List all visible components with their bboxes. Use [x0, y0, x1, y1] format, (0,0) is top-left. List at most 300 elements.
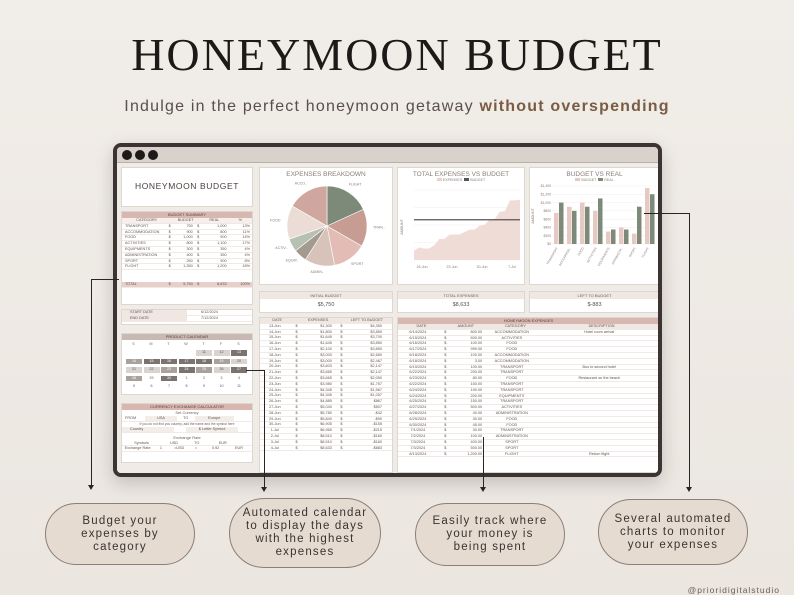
summary-col-header: BUDGET [177, 218, 194, 222]
tracker-cell[interactable]: $ [444, 335, 447, 340]
summary-total-cell: 8,633 [217, 282, 227, 287]
tracker-cell[interactable] [542, 353, 659, 358]
summary-cell: $ [197, 235, 200, 240]
daily-cell: 1-Jul [270, 428, 279, 433]
tracker-cell[interactable]: EQUIPMENTS [499, 393, 525, 398]
calendar-day[interactable]: 27 [231, 367, 247, 373]
tracker-cell[interactable]: 6/24/2024 [409, 393, 427, 398]
summary-cell: 1,100 [217, 241, 227, 246]
tracker-cell[interactable]: 100.00 [470, 352, 483, 357]
calendar-day[interactable]: 8 [179, 384, 195, 390]
bar-xtick: EQUIPMENTS [596, 246, 611, 267]
tracker-cell[interactable]: 6/16/2024 [409, 341, 427, 346]
daily-cell: $6,905 [320, 422, 332, 427]
tracker-cell[interactable]: 200.00 [470, 370, 483, 375]
daily-cell: $ [340, 375, 343, 380]
tracker-cell[interactable]: 100.00 [470, 434, 483, 439]
daily-cell: 14-Jun [269, 329, 281, 334]
tracker-cell[interactable]: $ [444, 329, 447, 334]
tracker-cell[interactable]: 6/22/2024 [409, 370, 427, 375]
tracker-cell[interactable]: $ [444, 370, 447, 375]
daily-cell: $ [295, 410, 298, 415]
tracker-cell[interactable]: 30.00 [472, 416, 483, 421]
tracker-cell[interactable] [542, 434, 659, 439]
legend-budget-bar: BUDGET [581, 178, 597, 182]
daily-cell: $ [340, 329, 343, 334]
from-select[interactable]: USA [145, 416, 176, 421]
calendar-day[interactable]: 18 [196, 359, 212, 365]
daily-cell: $ [295, 439, 298, 444]
tracker-cell[interactable]: 6/17/2024 [409, 347, 427, 352]
tracker-cell[interactable]: $ [444, 341, 447, 346]
tracker-col-header: DESCRIPTION [588, 324, 615, 328]
daily-cell: 26-Jun [269, 399, 281, 404]
tracker-cell[interactable]: FLIGHT [505, 451, 519, 456]
tracker-col-header: DATE [416, 324, 427, 328]
legend-swatch-expenses [437, 178, 442, 181]
daily-cell: $1,057 [370, 393, 383, 398]
summary-cell: 350 [220, 252, 227, 257]
summary-cell: $ [197, 229, 200, 234]
tracker-cell[interactable]: $ [444, 364, 447, 369]
expense-tracker-table [397, 317, 660, 473]
pie-label: SPORT [350, 262, 364, 267]
tracker-cell[interactable]: 999.00 [470, 347, 483, 352]
window-maximize-dot[interactable] [148, 150, 158, 160]
tracker-cell[interactable]: ACCOMMODATION [494, 358, 529, 363]
daily-cell: $ [295, 387, 298, 392]
daily-cell: $4,350 [370, 323, 383, 328]
tracker-cell[interactable]: $ [444, 387, 447, 392]
end-date-value[interactable]: 7/12/2024 [201, 315, 218, 320]
daily-cell: -$90 [374, 416, 383, 421]
tracker-cell[interactable]: 6/24/2024 [409, 387, 427, 392]
tracker-cell[interactable]: 7/2/2024 [410, 434, 426, 439]
tracker-cell[interactable] [542, 382, 659, 387]
calendar-day[interactable]: 16 [161, 359, 177, 365]
budget-vs-real-chart [529, 167, 660, 285]
daily-cell: $ [340, 404, 343, 409]
summary-cell: EQUIPMENTS [125, 246, 151, 251]
summary-cell: $ [197, 241, 200, 246]
daily-cell: 4-Jul [270, 445, 279, 450]
calendar-day[interactable]: 11 [196, 350, 212, 356]
daily-cell: -$215 [372, 428, 383, 433]
daily-cell: $ [340, 341, 343, 346]
subtitle-text: Indulge in the perfect honeymoon getaway [124, 98, 480, 115]
bar-budget [580, 203, 585, 244]
tracker-cell[interactable]: TRANSPORT [500, 364, 524, 369]
daily-cell: 3-Jul [270, 439, 279, 444]
daily-cell: $ [295, 445, 298, 450]
tracker-row [398, 452, 659, 458]
weekday-label: M [149, 342, 153, 346]
tracker-cell[interactable]: ACTIVITIES [501, 335, 523, 340]
to-select[interactable]: Europe [195, 416, 234, 421]
tracker-cell[interactable]: 6/22/2024 [409, 381, 427, 386]
tracker-cell[interactable]: TRANSPORT [500, 387, 524, 392]
tracker-cell[interactable]: ADMINISTRATION [495, 410, 528, 415]
tracker-cell[interactable] [542, 370, 659, 375]
tracker-cell[interactable]: 6/30/2024 [409, 422, 427, 427]
summary-cell: $ [168, 223, 171, 228]
symbol-input[interactable]: $ Letter Symbol [186, 427, 238, 432]
tracker-cell[interactable]: $ [444, 376, 447, 381]
bar-xtick: ACTIVITIES [585, 246, 598, 264]
daily-cell: $1,645 [320, 335, 332, 340]
daily-cell: $2,147 [370, 364, 383, 369]
left-to-budget-card [529, 291, 660, 313]
tracker-cell[interactable]: 45.00 [472, 422, 483, 427]
tracker-cell[interactable]: $ [444, 422, 447, 427]
pointer-line-1h [91, 279, 119, 280]
calendar-day[interactable]: 26 [214, 367, 230, 373]
tracker-cell[interactable]: 500.00 [470, 445, 483, 450]
tracker-cell[interactable] [542, 428, 659, 433]
tracker-cell[interactable]: 600.00 [470, 335, 483, 340]
daily-cell: $ [340, 323, 343, 328]
tracker-cell[interactable]: 6/19/2024 [409, 364, 427, 369]
tracker-cell[interactable]: 6/14/2024 [409, 329, 427, 334]
currency-header: CURRENCY EXCHANGE CALCULATOR [122, 404, 252, 410]
summary-cell: TRANSPORT [125, 223, 149, 228]
tracker-cell[interactable]: ACTIVITIES [501, 405, 523, 410]
tracker-cell[interactable]: $ [444, 434, 447, 439]
initial-budget-value: $5,750 [317, 302, 335, 308]
summary-cell: $ [168, 252, 171, 257]
calendar-day[interactable]: 25 [196, 367, 212, 373]
tracker-cell[interactable] [542, 388, 659, 393]
calendar-day[interactable]: 2 [196, 376, 212, 382]
pointer-line-1 [91, 279, 92, 486]
window-close-dot[interactable] [122, 150, 132, 160]
start-date-value[interactable]: 6/12/2024 [201, 310, 218, 314]
tracker-cell[interactable] [542, 336, 659, 341]
tracker-cell[interactable]: 30.00 [472, 428, 483, 433]
total-expenses-card [397, 291, 525, 313]
tracker-cell[interactable]: 500.00 [470, 405, 483, 410]
daily-cell: 13-Jun [269, 323, 281, 328]
tracker-cell[interactable]: FOOD [506, 376, 518, 381]
pie-label: ADMIN.. [310, 270, 324, 275]
tracker-cell[interactable]: 150.00 [470, 399, 483, 404]
daily-cell: $2,050 [370, 375, 383, 380]
tracker-cell[interactable]: 6/15/2024 [409, 335, 427, 340]
daily-cell: $2,100 [320, 346, 332, 351]
tracker-cell[interactable]: FOOD [506, 341, 518, 346]
tracker-cell[interactable]: TRANSPORT [500, 428, 524, 433]
feature-bubble-calendar: Automated calendar to display the days with the highest expenses [229, 498, 381, 568]
total-expenses-value: $8,633 [452, 302, 470, 308]
tracker-cell[interactable] [542, 423, 659, 428]
tracker-cell[interactable]: $ [444, 445, 447, 450]
daily-row [260, 446, 392, 452]
daily-cell: -$155 [372, 422, 383, 427]
pointer-line-2h [246, 370, 265, 371]
daily-cell: $ [295, 341, 298, 346]
pointer-line-4h [644, 213, 689, 214]
exchange-cell[interactable]: 1 [159, 446, 163, 451]
daily-cell: $ [340, 439, 343, 444]
tracker-cell[interactable]: 1,200.00 [467, 451, 483, 456]
tracker-cell[interactable]: 7/3/2024 [410, 445, 426, 450]
summary-cell: 4% [244, 246, 250, 251]
daily-cell: $507 [373, 404, 383, 409]
tracker-cell[interactable]: SPORT [505, 439, 519, 444]
currency-custom-row [122, 427, 252, 433]
feature-bubble-budget: Budget your expenses by category [45, 503, 195, 565]
tracker-cell[interactable] [542, 446, 659, 451]
bar-budget [645, 188, 650, 244]
summary-total-cell: 5,750 [183, 282, 193, 287]
pie-label: FOOD [270, 218, 281, 223]
calendar-day[interactable] [179, 350, 195, 356]
tracker-cell[interactable]: 190.00 [470, 387, 483, 392]
currency-calculator [121, 403, 253, 463]
daily-cell: $1,300 [320, 323, 332, 328]
calendar-day[interactable] [161, 350, 177, 356]
line-xtick: 7-Jul [508, 265, 516, 269]
pointer-arrow-3 [480, 487, 486, 492]
calendar-day[interactable]: 17 [179, 359, 195, 365]
summary-col-header: % [238, 218, 242, 222]
window-minimize-dot[interactable] [135, 150, 145, 160]
tracker-cell[interactable]: $ [444, 416, 447, 421]
tracker-cell[interactable]: 8/13/2024 [409, 451, 427, 456]
tracker-cell[interactable]: ADMINISTRATION [495, 434, 528, 439]
calendar-day[interactable]: 1 [179, 376, 195, 382]
calendar-day[interactable]: 23 [161, 367, 177, 373]
tracker-cell[interactable]: $ [444, 399, 447, 404]
tracker-cell[interactable]: 6/23/2024 [409, 376, 427, 381]
daily-cell: 19-Jun [269, 358, 281, 363]
summary-cell: 250 [186, 258, 193, 263]
calendar-day[interactable]: 5 [126, 384, 142, 390]
exchange-cell: Exchange Rate [124, 446, 151, 451]
calendar-day[interactable]: 6 [144, 384, 160, 390]
summary-cell: ACCOMMODATION [125, 229, 160, 234]
summary-cell: 750 [186, 223, 193, 228]
calendar-day[interactable]: 29 [144, 376, 160, 382]
line-svg [398, 182, 526, 278]
exchange-row [122, 446, 252, 452]
bar-ytick: $600 [543, 217, 551, 222]
tracker-cell[interactable]: TRANSPORT [500, 370, 524, 375]
calendar-day[interactable]: 24 [179, 367, 195, 373]
tracker-cell[interactable]: $ [444, 439, 447, 444]
calendar-day[interactable]: 3 [214, 376, 230, 382]
tracker-cell[interactable]: 100.00 [470, 364, 483, 369]
daily-cell: 17-Jun [269, 346, 281, 351]
total-expenses-label: TOTAL EXPENSES [398, 292, 524, 299]
tracker-cell[interactable] [542, 394, 659, 399]
calendar-day[interactable]: 19 [214, 359, 230, 365]
tracker-cell[interactable]: 7/1/2024 [410, 428, 426, 433]
tracker-cell[interactable]: 200.00 [470, 393, 483, 398]
daily-cell: $8,633 [320, 445, 332, 450]
tracker-cell[interactable]: $ [444, 393, 447, 398]
bar-real [637, 207, 642, 244]
daily-cell: $3,700 [370, 335, 383, 340]
daily-cell: $3,603 [320, 364, 332, 369]
daily-cell: 20-Jun [269, 364, 281, 369]
daily-cell: $ [295, 352, 298, 357]
daily-cell: 21-Jun [269, 370, 281, 375]
calendar-day[interactable]: 20 [231, 359, 247, 365]
daily-col-header: LEFT TO BUDGET [350, 318, 384, 322]
tracker-cell[interactable] [542, 347, 659, 352]
tracker-cell[interactable]: 800.00 [470, 329, 483, 334]
calendar-day[interactable]: 22 [144, 367, 160, 373]
daily-cell: $2,467 [370, 358, 383, 363]
exchange-cell: 0.92 [211, 446, 220, 451]
summary-cell: 4% [244, 252, 250, 257]
tracker-cell[interactable]: 3.00 [474, 358, 483, 363]
calendar-day[interactable]: 14 [126, 359, 142, 365]
tracker-cell[interactable]: Bus to second hotel [582, 364, 616, 369]
tracker-cell[interactable]: 6/18/2024 [409, 352, 427, 357]
tracker-cell[interactable]: Hotel room arrival [584, 329, 615, 334]
tracker-cell[interactable]: $ [444, 358, 447, 363]
tracker-cell[interactable]: Return flight [588, 451, 610, 456]
tracker-cell[interactable] [542, 411, 659, 416]
tracker-col-header: AMOUNT [457, 324, 475, 328]
tracker-cell[interactable]: $ [444, 347, 447, 352]
calendar-day[interactable]: 4 [231, 376, 247, 382]
tracker-cell[interactable] [542, 359, 659, 364]
calendar-day[interactable]: 21 [126, 367, 142, 373]
daily-cell: $1,800 [320, 329, 332, 334]
exchange-col-header: TO [194, 440, 200, 445]
daily-cell: 29-Jun [269, 416, 281, 421]
calendar-day[interactable]: 28 [126, 376, 142, 382]
daily-cell: $ [295, 428, 298, 433]
exchange-col-header: EUR [218, 440, 227, 445]
pointer-arrow-4 [686, 487, 692, 492]
calendar-day[interactable]: 15 [144, 359, 160, 365]
tracker-cell[interactable]: 150.00 [470, 381, 483, 386]
bar-budget [554, 213, 559, 244]
calendar-day[interactable] [126, 350, 142, 356]
daily-cell: 23-Jun [269, 381, 281, 386]
daily-cell: 28-Jun [269, 410, 281, 415]
tracker-cell[interactable]: 40.00 [472, 410, 483, 415]
tracker-cell[interactable]: 6/29/2024 [409, 416, 427, 421]
bar-ytick: $1,000 [540, 200, 551, 205]
calendar-day[interactable]: 30 [161, 376, 177, 382]
daily-cell: $ [295, 370, 298, 375]
summary-cell: $ [168, 235, 171, 240]
calendar-grid [122, 340, 252, 394]
pointer-line-4 [689, 213, 690, 488]
calendar-day[interactable]: 12 [214, 350, 230, 356]
bar-real [572, 211, 577, 244]
tracker-cell[interactable]: $ [444, 405, 447, 410]
daily-cell: $ [295, 404, 298, 409]
pointer-arrow-2 [261, 487, 267, 492]
daily-cell: $3,850 [370, 329, 383, 334]
pie-label: ACCO.. [294, 181, 308, 186]
tracker-cell[interactable]: FOOD [506, 347, 518, 352]
tracker-cell[interactable]: TRANSPORT [500, 399, 524, 404]
tracker-cell[interactable]: 6/18/2024 [409, 358, 427, 363]
daily-cell: -$42 [374, 410, 383, 415]
calendar-day[interactable]: 7 [161, 384, 177, 390]
tracker-cell[interactable]: 400.00 [470, 439, 483, 444]
bar-ytick: $200 [543, 233, 551, 238]
daily-cell: $1,757 [370, 381, 383, 386]
daily-cell: $5,840 [320, 416, 332, 421]
tracker-cell[interactable]: 6/28/2024 [409, 410, 427, 415]
tracker-cell[interactable]: FOOD [506, 422, 518, 427]
calendar-day[interactable]: 9 [196, 384, 212, 390]
country-input[interactable]: Country [122, 427, 174, 432]
tracker-cell[interactable]: $ [444, 451, 447, 456]
bar-budget [593, 211, 598, 244]
tracker-cell[interactable]: $ [444, 352, 447, 357]
tracker-cell[interactable]: 80.00 [472, 376, 483, 381]
bar-real [624, 230, 629, 245]
line-ylabel: AMOUNT [400, 219, 404, 235]
tracker-cell[interactable]: 6/25/2024 [409, 399, 427, 404]
daily-cell: 24-Jun [269, 387, 281, 392]
summary-col-header: REAL [209, 218, 220, 222]
tracker-cell[interactable] [542, 341, 659, 346]
tracker-cell[interactable]: ACCOMMODATION [494, 352, 529, 357]
tracker-cell[interactable] [542, 405, 659, 410]
calendar-day[interactable]: 11 [231, 384, 247, 390]
tracker-cell[interactable]: 100.00 [470, 341, 483, 346]
laptop-window [113, 143, 662, 477]
tracker-cell[interactable]: ACCOMMODATION [494, 329, 529, 334]
calendar-day[interactable]: 13 [231, 350, 247, 356]
bar-xtick: SPORT [627, 246, 637, 258]
tracker-cell[interactable] [542, 399, 659, 404]
tracker-cell[interactable]: Restaurant on the beach [578, 376, 621, 381]
calendar-day[interactable] [144, 350, 160, 356]
tracker-cell[interactable]: $ [444, 428, 447, 433]
sheet-title-card [121, 167, 253, 207]
exchange-header: Exchange Rate [173, 434, 201, 440]
legend-expenses: EXPENSES [442, 178, 463, 182]
calendar-day[interactable]: 10 [214, 384, 230, 390]
daily-cell: $3,850 [370, 341, 383, 346]
tracker-cell[interactable] [542, 417, 659, 422]
from-label: FROM [125, 416, 137, 420]
tracker-cell[interactable]: 6/27/2024 [409, 405, 427, 410]
tracker-cell[interactable]: SPORT [505, 445, 519, 450]
bar-ytick: $400 [543, 225, 551, 230]
tracker-cell[interactable]: TRANSPORT [500, 381, 524, 386]
daily-cell: 15-Jun [269, 335, 281, 340]
daily-cell: 18-Jun [269, 352, 281, 357]
tracker-cell[interactable]: $ [444, 381, 447, 386]
daily-cell: -$160 [372, 439, 383, 444]
summary-cell: 350 [220, 246, 227, 251]
tracker-cell[interactable]: FOOD [506, 416, 518, 421]
tracker-cell[interactable]: 7/3/2024 [410, 439, 426, 444]
daily-cell: $ [295, 358, 298, 363]
bar-real [598, 198, 603, 244]
line-xtick: 30-Jun [476, 265, 488, 269]
tracker-cell[interactable]: $ [444, 410, 447, 415]
daily-cell: $ [340, 433, 343, 438]
pie-label: FLIGHT [348, 182, 362, 187]
summary-cell: 800 [186, 241, 193, 246]
daily-cell: 2-Jul [270, 433, 279, 438]
to-label: TO [183, 416, 189, 420]
tracker-cell[interactable] [542, 440, 659, 445]
